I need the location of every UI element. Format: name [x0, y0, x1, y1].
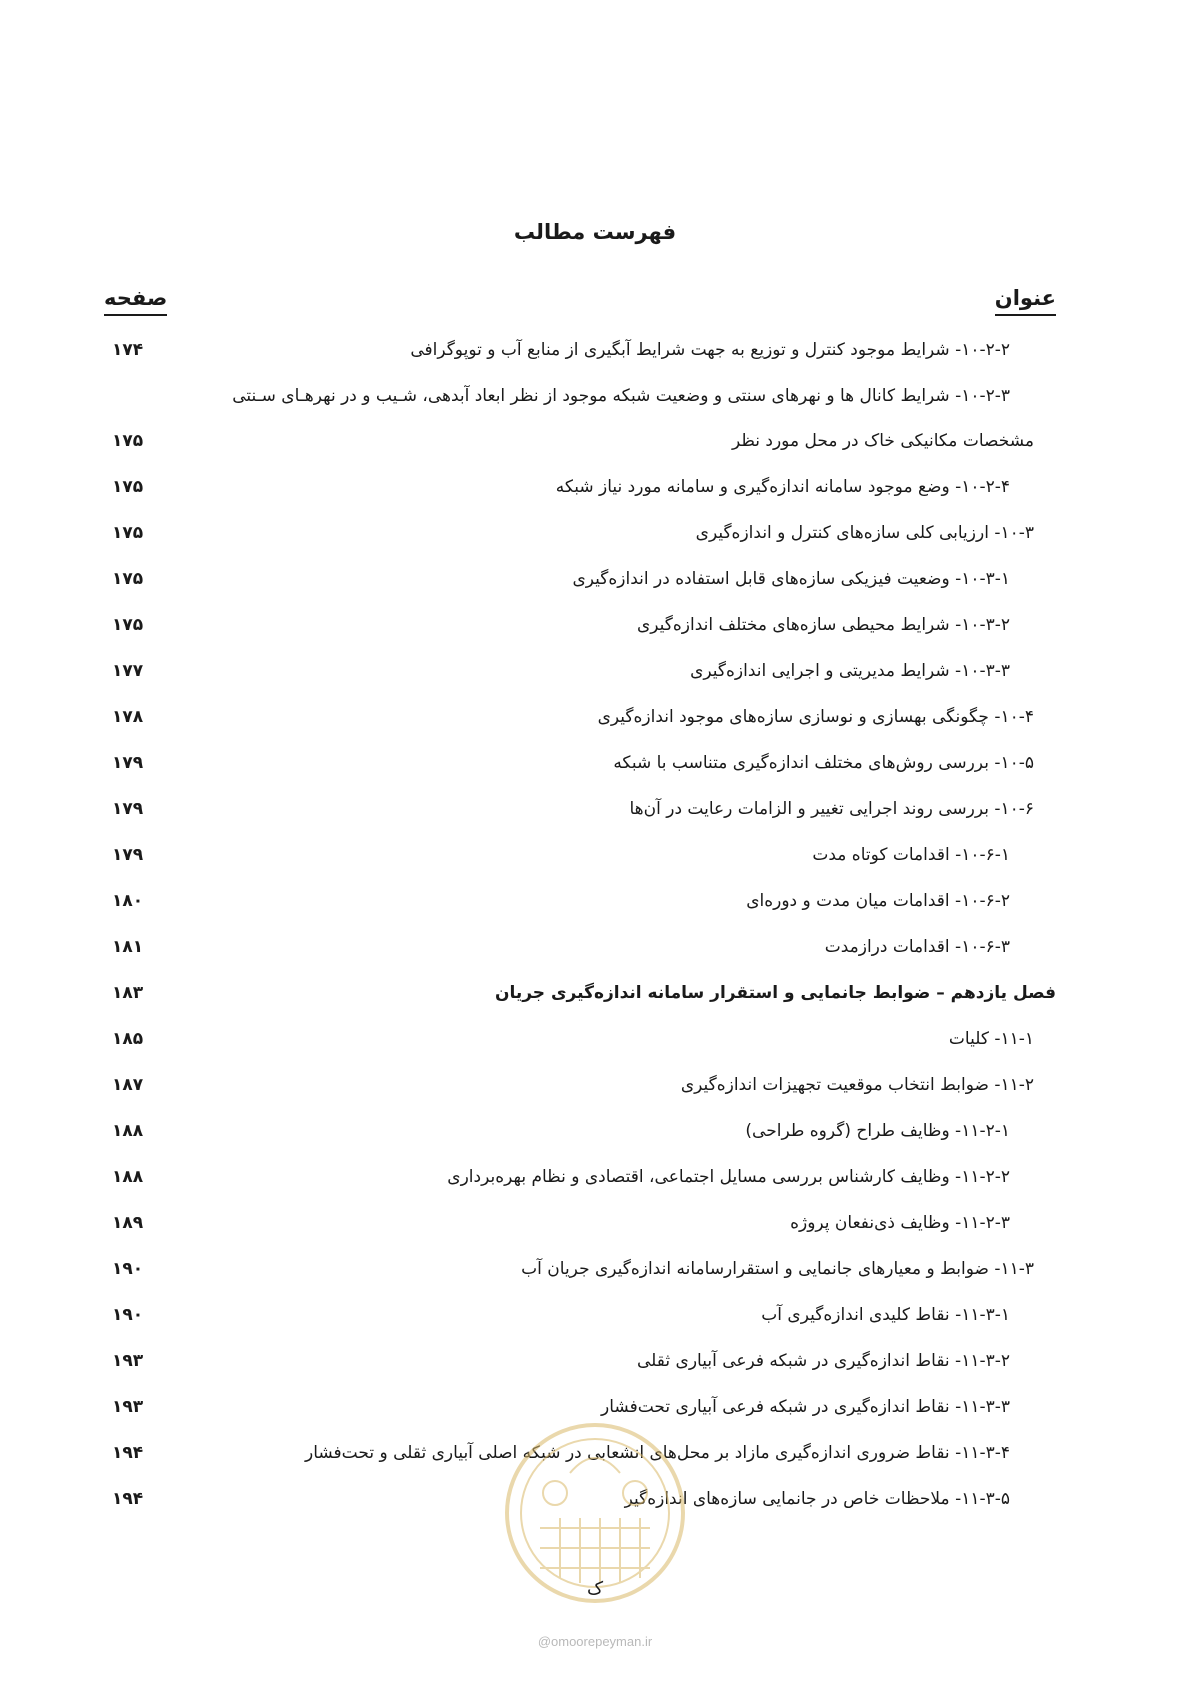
toc-entry	[0, 425, 1190, 457]
column-header-title: عنوان	[995, 284, 1056, 316]
toc-entry-page: ۱۹۳	[112, 1397, 144, 1417]
toc-entry-title: ۱۱-۳-۵- ملاحظات خاص در جانمایی سازه‌های اندازه‌گیر	[624, 1489, 1010, 1509]
toc-entry-title: ۱۰-۶-۳- اقدامات درازمدت	[824, 937, 1010, 957]
toc-entry-title: ۱۰-۳-۳- شرایط مدیریتی و اجرایی اندازه‌گیری	[690, 661, 1010, 681]
toc-entry-title: ۱۱-۳-۴- نقاط ضروری اندازه‌گیری مازاد بر محل‌های انشعابی در شبکه اصلی آبیاری ثقلی و تحت‌فشار	[305, 1443, 1010, 1463]
toc-entry-title: ۱۰-۳-۱- وضعیت فیزیکی سازه‌های قابل استفاده در اندازه‌گیری	[572, 569, 1010, 589]
toc-chapter-entry	[0, 977, 1190, 1009]
toc-entry-title: ۱۰-۲-۲- شرایط موجود کنترل و توزیع به جهت شرایط آبگیری از منابع آب و توپوگرافی	[410, 340, 1010, 360]
toc-entry-page: ۱۸۸	[112, 1121, 144, 1141]
toc-entry-page: ۱۸۱	[112, 937, 144, 957]
toc-entry	[0, 793, 1190, 825]
toc-entry-page: ۱۷۸	[112, 707, 144, 727]
toc-entry-page: ۱۸۳	[112, 983, 144, 1003]
toc-entry-title: مشخصات مکانیکی خاک در محل مورد نظر	[731, 431, 1034, 451]
toc-entry-title: ۱۱-۳-۳- نقاط اندازه‌گیری در شبکه فرعی آبیاری تحت‌فشار	[601, 1397, 1010, 1417]
toc-entry	[0, 1253, 1190, 1285]
toc-entry-page: ۱۸۵	[112, 1029, 144, 1049]
toc-entry-page: ۱۷۴	[112, 340, 144, 360]
toc-entry-page: ۱۹۴	[112, 1489, 144, 1509]
toc-entry-page: ۱۹۰	[112, 1259, 144, 1279]
toc-entry	[0, 655, 1190, 687]
toc-entry	[0, 380, 1190, 412]
toc-entry	[0, 563, 1190, 595]
toc-entry-page: ۱۷۵	[112, 477, 144, 497]
toc-entry-title: ۱۰-۳- ارزیابی کلی سازه‌های کنترل و اندازه‌گیری	[695, 523, 1034, 543]
toc-entry	[0, 517, 1190, 549]
toc-entry	[0, 609, 1190, 641]
toc-entry-page: ۱۷۵	[112, 431, 144, 451]
toc-entry-title: ۱۱-۲-۲- وظایف کارشناس بررسی مسایل اجتماعی، اقتصادی و نظام بهره‌برداری	[447, 1167, 1010, 1187]
column-header-page: صفحه	[104, 284, 167, 316]
toc-entry-page: ۱۸۹	[112, 1213, 144, 1233]
toc-entry	[0, 1069, 1190, 1101]
toc-entry-page: ۱۸۷	[112, 1075, 144, 1095]
toc-entry	[0, 701, 1190, 733]
toc-entry	[0, 1161, 1190, 1193]
toc-entry	[0, 1299, 1190, 1331]
toc-entry-page: ۱۹۴	[112, 1443, 144, 1463]
toc-entry-title: ۱۰-۳-۲- شرایط محیطی سازه‌های مختلف اندازه‌گیری	[636, 615, 1010, 635]
watermark-url: @omoorepeyman.ir	[537, 1634, 653, 1649]
toc-entry-title: ۱۰-۶-۱- اقدامات کوتاه مدت	[812, 845, 1010, 865]
toc-entry-title: ۱۱-۲-۱- وظایف طراح (گروه طراحی)	[745, 1121, 1010, 1141]
toc-entry	[0, 747, 1190, 779]
toc-entry	[0, 1115, 1190, 1147]
toc-entry-title: ۱۰-۶- بررسی روند اجرایی تغییر و الزامات رعایت در آن‌ها	[629, 799, 1034, 819]
toc-entry	[0, 1023, 1190, 1055]
toc-entry-title: ۱۰-۲-۴- وضع موجود سامانه اندازه‌گیری و سامانه مورد نیاز شبکه	[555, 477, 1010, 497]
toc-entry-page: ۱۷۹	[112, 753, 144, 773]
toc-entry-title: ۱۰-۴- چگونگی بهسازی و نوسازی سازه‌های موجود اندازه‌گیری	[597, 707, 1034, 727]
toc-entry-title: ۱۱-۲- ضوابط انتخاب موقعیت تجهیزات اندازه‌گیری	[680, 1075, 1034, 1095]
toc-entry-page: ۱۷۷	[112, 661, 144, 681]
toc-entry-title: ۱۰-۶-۲- اقدامات میان مدت و دوره‌ای	[746, 891, 1010, 911]
toc-entry-page: ۱۸۸	[112, 1167, 144, 1187]
toc-entry-page: ۱۷۹	[112, 845, 144, 865]
toc-entry	[0, 1207, 1190, 1239]
toc-entry-page: ۱۷۵	[112, 569, 144, 589]
toc-entry-page: ۱۸۰	[112, 891, 144, 911]
toc-entry-title: ۱۱-۱- کلیات	[948, 1029, 1034, 1049]
toc-entry-page: ۱۷۵	[112, 615, 144, 635]
toc-entry	[0, 1345, 1190, 1377]
toc-entry-page: ۱۹۰	[112, 1305, 144, 1325]
toc-entry-title: ۱۱-۳-۲- نقاط اندازه‌گیری در شبکه فرعی آبیاری ثقلی	[636, 1351, 1010, 1371]
toc-entry-page: ۱۷۵	[112, 523, 144, 543]
toc-entry	[0, 931, 1190, 963]
toc-entry	[0, 471, 1190, 503]
page-title: فهرست مطالب	[513, 220, 677, 244]
toc-entry-page: ۱۷۹	[112, 799, 144, 819]
toc-entry-page: ۱۹۳	[112, 1351, 144, 1371]
toc-entry	[0, 885, 1190, 917]
toc-entry-title: ۱۱-۳-۱- نقاط کلیدی اندازه‌گیری آب	[761, 1305, 1010, 1325]
toc-entry-title: ۱۰-۵- بررسی روش‌های مختلف اندازه‌گیری متناسب با شبکه	[613, 753, 1034, 773]
toc-entry-title: ۱۱-۲-۳- وظایف ذی‌نفعان پروژه	[790, 1213, 1010, 1233]
toc-entry	[0, 334, 1190, 366]
page-number-letter: ک	[586, 1578, 604, 1599]
toc-entry-title: فصل یازدهم – ضوابط جانمایی و استقرار سامانه اندازه‌گیری جریان	[494, 983, 1056, 1003]
toc-entry-title: ۱۱-۳- ضوابط و معیارهای جانمایی و استقرارسامانه اندازه‌گیری جریان آب	[521, 1259, 1034, 1279]
toc-entry	[0, 839, 1190, 871]
toc-entry-title: ۱۰-۲-۳- شرایط کانال ها و نهرهای سنتی و وضعیت شبکه موجود از نظر ابعاد آبدهی، شـیب و در نهرهـای سـنتی	[232, 386, 1010, 406]
